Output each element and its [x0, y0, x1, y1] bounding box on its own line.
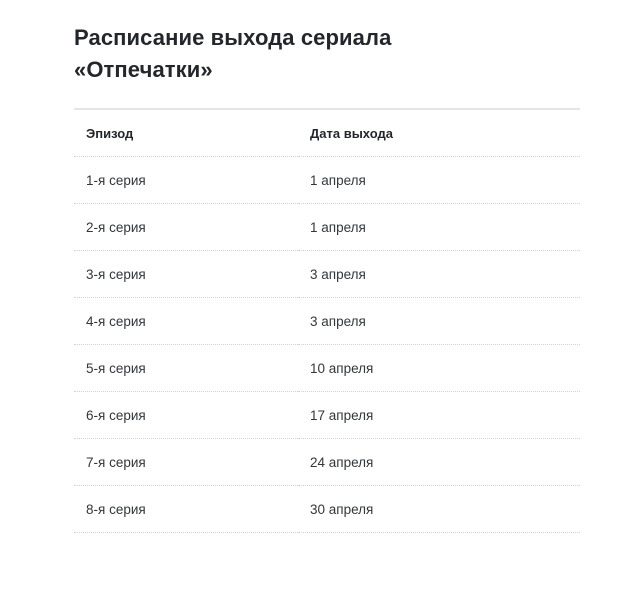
cell-date: 10 апреля: [298, 345, 580, 392]
schedule-table-wrapper: [74, 108, 555, 533]
cell-date: 30 апреля: [298, 486, 580, 533]
cell-date: 17 апреля: [298, 392, 580, 439]
cell-episode: 6-я серия: [74, 392, 298, 439]
table-row: [74, 439, 580, 486]
table-header: [74, 109, 580, 157]
cell-date: 3 апреля: [298, 251, 580, 298]
cell-episode: 4-я серия: [74, 298, 298, 345]
table-row: [74, 298, 580, 345]
table-header-row: [74, 109, 580, 157]
table-body: [74, 157, 580, 533]
cell-date: 1 апреля: [298, 204, 580, 251]
cell-date: 3 апреля: [298, 298, 580, 345]
table-row: [74, 251, 580, 298]
column-header-date: Дата выхода: [298, 109, 580, 157]
schedule-table: [74, 108, 580, 533]
table-row: [74, 486, 580, 533]
cell-episode: 7-я серия: [74, 439, 298, 486]
cell-date: 24 апреля: [298, 439, 580, 486]
table-row: [74, 204, 580, 251]
table-row: [74, 157, 580, 204]
column-header-episode: Эпизод: [74, 109, 298, 157]
cell-episode: 2-я серия: [74, 204, 298, 251]
table-row: [74, 345, 580, 392]
cell-episode: 5-я серия: [74, 345, 298, 392]
cell-episode: 1-я серия: [74, 157, 298, 204]
page-title: Расписание выхода сериала «Отпечатки»: [74, 25, 392, 82]
table-row: [74, 392, 580, 439]
cell-episode: 8-я серия: [74, 486, 298, 533]
cell-date: 1 апреля: [298, 157, 580, 204]
cell-episode: 3-я серия: [74, 251, 298, 298]
